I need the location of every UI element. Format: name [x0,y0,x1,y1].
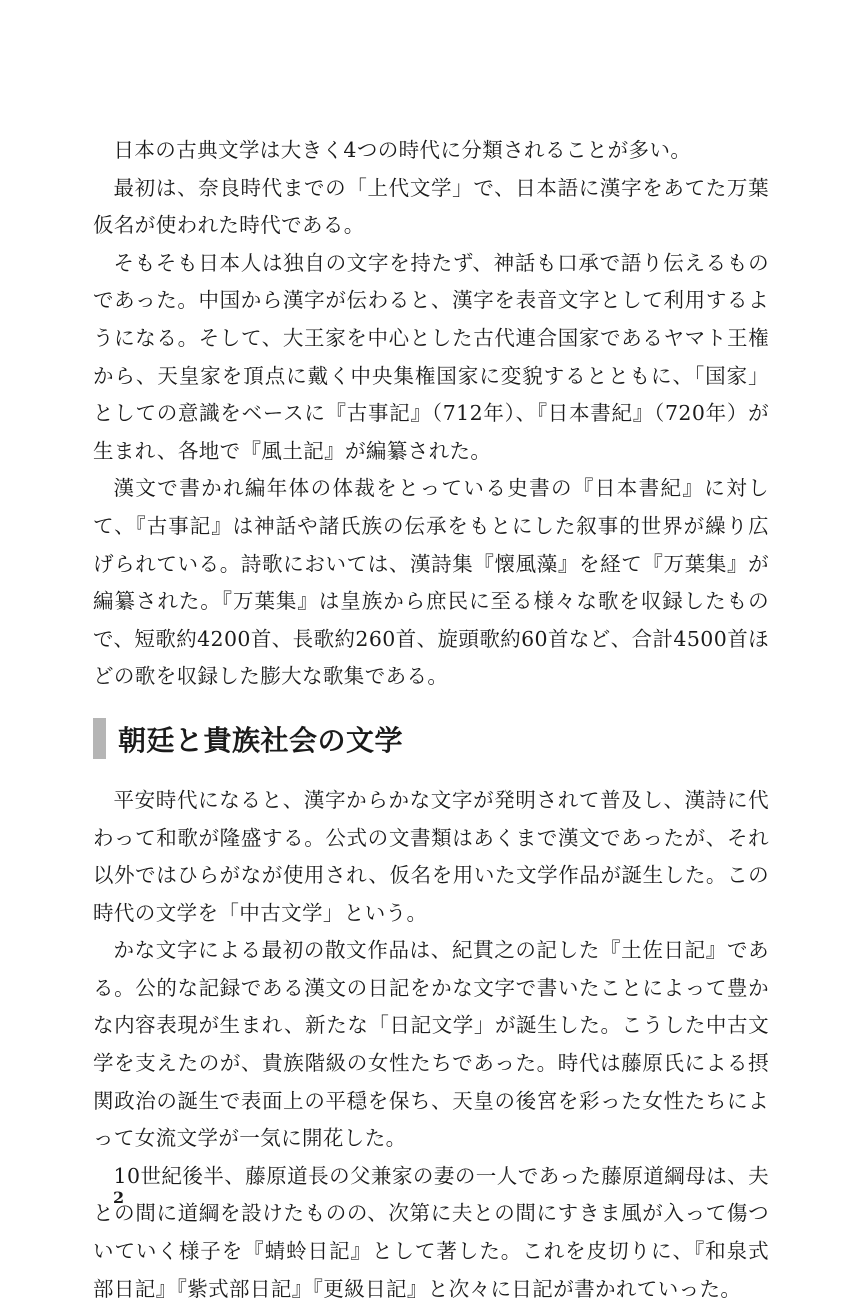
heading-bar-marker [93,718,106,759]
page-number: 2 [113,1188,125,1207]
section-paragraph-2: かな文字による最初の散文作品は、紀貫之の記した『土佐日記』である。公的な記録である漢文の日記をかな文字で書いたことによって豊かな内容表現が生まれ、新たな「日記文学」が誕生した。こうした中古文学を支えたのが、貴族階級の女性たちであった。時代は藤原氏による摂関政治の誕生で表面上の平穏を保ち、天皇の後宮を彩った女性たちによって女流文学が一気に開花した。 [93,938,769,1151]
section-heading-title: 朝廷と貴族社会の文学 [118,723,404,757]
section-paragraph-3: 10世紀後半、藤原道長の父兼家の妻の一人であった藤原道綱母は、夫との間に道綱を設けたものの、次第に夫との間にすきま風が入って傷ついていく様子を『蜻蛉日記』として著した。これを皮切りに、『和泉式部日記』『紫式部日記』『更級日記』と次々に日記が書かれていった。 [93,1163,769,1301]
section-heading [93,716,769,762]
section-paragraph-1: 平安時代になると、漢字からかな文字が発明されて普及し、漢詩に代わって和歌が隆盛する。公式の文書類はあくまで漢文であったが、それ以外ではひらがなが使用され、仮名を用いた文学作品が誕生した。この時代の文学を「中古文学」という。 [93,787,769,925]
intro-paragraph-2: 最初は、奈良時代までの「上代文学」で、日本語に漢字をあてた万葉仮名が使われた時代である。 [93,175,769,238]
intro-paragraph-3: そもそも日本人は独自の文字を持たず、神話も口承で語り伝えるものであった。中国から漢字が伝わると、漢字を表音文字として利用するようになる。そして、大王家を中心とした古代連合国家であるヤマト王権から、天皇家を頂点に戴く中央集権国家に変貌するとともに、「国家」としての意識をベースに『古事記』（712年）、『日本書紀』（720年）が生まれ、各地で『風土記』が編纂された。 [93,250,769,463]
intro-paragraph-4: 漢文で書かれ編年体の体裁をとっている史書の『日本書紀』に対して、『古事記』は神話や諸氏族の伝承をもとにした叙事的世界が繰り広げられている。詩歌においては、漢詩集『懐風藻』を経て『万葉集』が編纂された。『万葉集』は皇族から庶民に至る様々な歌を収録したもので、短歌約4200首、長歌約260首、旋頭歌約60首など、合計4500首ほどの歌を収録した膨大な歌集である。 [93,476,769,689]
page-body [93,132,769,1308]
intro-paragraph-1: 日本の古典文学は大きく4つの時代に分類されることが多い。 [113,138,692,162]
